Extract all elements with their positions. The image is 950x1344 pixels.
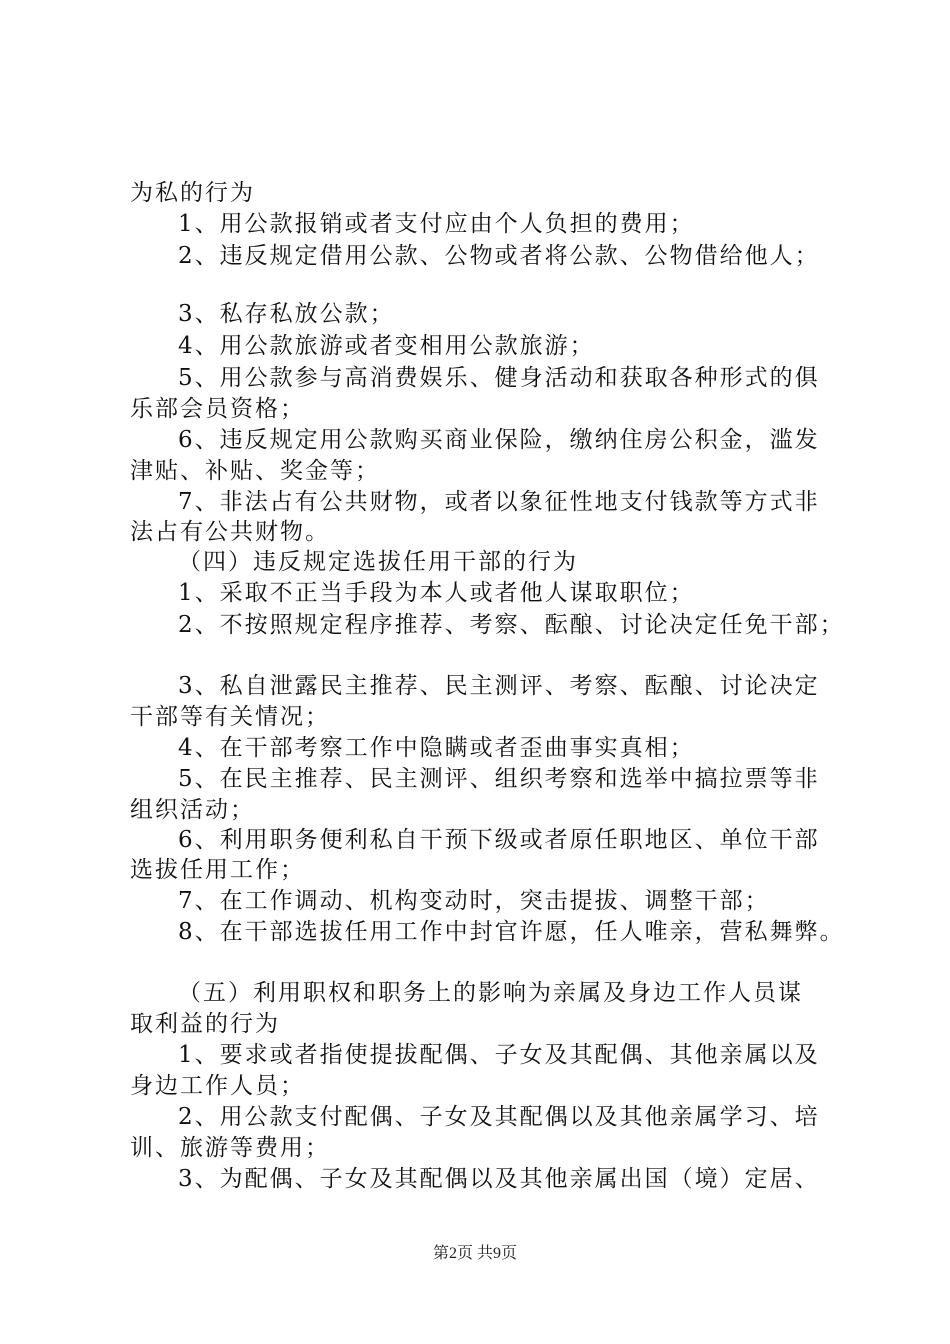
text-line: 组织活动； (130, 797, 255, 823)
text-line: 取利益的行为 (130, 1011, 280, 1037)
text-line: 1、采取不正当手段为本人或者他人谋取职位； (178, 580, 695, 606)
text-line: 4、在干部考察工作中隐瞒或者歪曲事实真相； (178, 735, 695, 761)
text-line: 为私的行为 (130, 180, 255, 206)
text-line: 3、私存私放公款； (178, 301, 395, 327)
text-line: 津贴、补贴、奖金等； (130, 458, 380, 484)
text-line: 8、在干部选拔任用工作中封官许愿，任人唯亲，营私舞弊。 (178, 919, 845, 945)
text-line: 1、要求或者指使提拔配偶、子女及其配偶、其他亲属以及 (178, 1042, 820, 1068)
section-heading: （五）利用职权和职务上的影响为亲属及身边工作人员谋 (178, 980, 803, 1006)
text-line: 3、私自泄露民主推荐、民主测评、考察、酝酿、讨论决定 (178, 673, 820, 699)
text-line: 5、在民主推荐、民主测评、组织考察和选举中搞拉票等非 (178, 766, 820, 792)
text-line: 7、在工作调动、机构变动时，突击提拔、调整干部； (178, 888, 770, 914)
text-line: 3、为配偶、子女及其配偶以及其他亲属出国（境）定居、 (178, 1166, 820, 1192)
page-number-footer: 第2页 共9页 (432, 1245, 517, 1262)
text-line: 2、违反规定借用公款、公物或者将公款、公物借给他人； (178, 243, 820, 269)
text-line: 法占有公共财物。 (130, 519, 330, 545)
section-heading: （四）违反规定选拔任用干部的行为 (178, 549, 578, 575)
text-line: 训、旅游等费用； (130, 1135, 330, 1161)
text-line: 选拔任用工作； (130, 857, 305, 883)
text-line: 4、用公款旅游或者变相用公款旅游； (178, 333, 595, 359)
text-line: 6、利用职务便利私自干预下级或者原任职地区、单位干部 (178, 827, 820, 853)
text-line: 2、不按照规定程序推荐、考察、酝酿、讨论决定任免干部； (178, 612, 845, 638)
text-line: 6、违反规定用公款购买商业保险，缴纳住房公积金，滥发 (178, 427, 820, 453)
text-line: 乐部会员资格； (130, 396, 305, 422)
text-line: 7、非法占有公共财物，或者以象征性地支付钱款等方式非 (178, 489, 820, 515)
text-line: 5、用公款参与高消费娱乐、健身活动和获取各种形式的俱 (178, 365, 820, 391)
text-line: 1、用公款报销或者支付应由个人负担的费用； (178, 211, 695, 237)
text-line: 身边工作人员； (130, 1073, 305, 1099)
text-line: 干部等有关情况； (130, 704, 330, 730)
text-line: 2、用公款支付配偶、子女及其配偶以及其他亲属学习、培 (178, 1104, 820, 1130)
